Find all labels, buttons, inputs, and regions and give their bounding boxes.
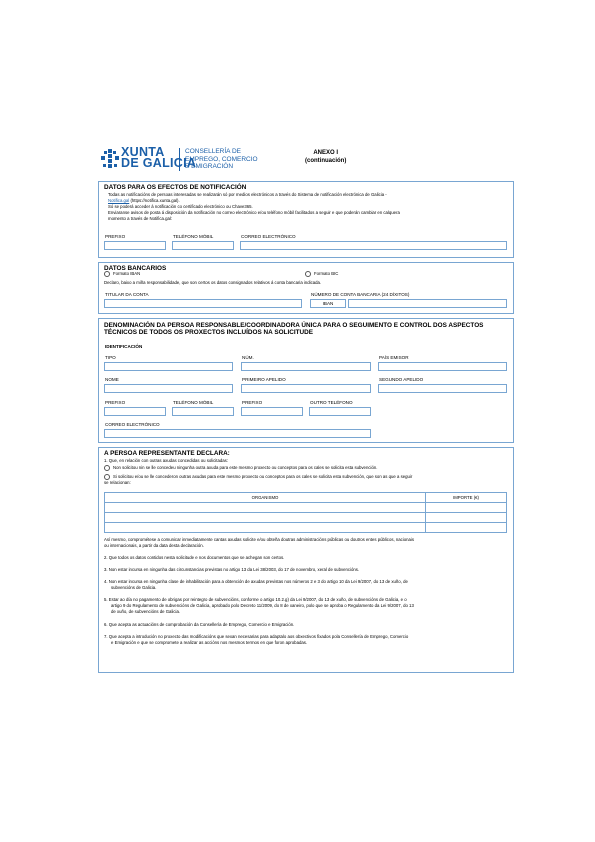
xunta-logo-icon xyxy=(101,149,119,171)
axudas-option-si-cont: se relacionan: xyxy=(104,480,131,485)
correo-field[interactable] xyxy=(104,429,371,438)
movil-field[interactable] xyxy=(172,407,234,416)
declaration-item: 5. Estar ao día no pagamento de obrigas por reintegro de subvencións, conforme o artigo 10.2.g) da Lei 9/2007, do 13 de xuño, de subvencións de Galicia, e o xyxy=(104,597,407,602)
page-header xyxy=(101,146,501,176)
section-declara xyxy=(98,447,514,673)
section-notificacion xyxy=(98,181,514,258)
tipo-label: TIPO xyxy=(105,355,116,360)
correo-label: CORREO ELECTRÓNICO xyxy=(105,422,160,427)
compromiso-line: ou internacionais, a partir da data desta declaración. xyxy=(104,543,204,548)
declaration-item: 6. Que acepta as actuacións de comprobación da Consellería de Emprego, Comercio e Emigración. xyxy=(104,622,295,627)
prefixo-field[interactable] xyxy=(104,241,166,250)
axudas-option-no[interactable]: Non solicitou nin se lle concedeu ningunha outra axuda para este mesmo proxecto ou conceptos para os cales se solicita esta subvención. xyxy=(104,465,377,471)
correo-field[interactable] xyxy=(240,241,507,250)
numero-conta-label: NÚMERO DE CONTA BANCARIA (24 DÍXITOS) xyxy=(311,292,410,297)
outro-telefono-label: OUTRO TELÉFONO xyxy=(310,400,353,405)
section-responsable xyxy=(98,318,514,443)
num-label: NÚM. xyxy=(242,355,254,360)
importe-header: IMPORTE (€) xyxy=(426,493,507,503)
bic-option[interactable]: Formato BIC xyxy=(305,271,338,277)
titular-label: TITULAR DA CONTA xyxy=(105,292,149,297)
section-title: DATOS PARA OS EFECTOS DE NOTIFICACIÓN xyxy=(104,184,247,191)
prefixo2-field[interactable] xyxy=(241,407,303,416)
organismo-cell[interactable] xyxy=(105,513,426,523)
organismo-cell[interactable] xyxy=(105,523,426,533)
iban-prefix-field: IBAN xyxy=(310,299,346,308)
department-name: CONSELLERÍA DE EMPREGO, COMERCIO E EMIGRACIÓN xyxy=(179,148,258,171)
prefixo2-label: PREFIXO xyxy=(242,400,263,405)
declaration-item: 2. Que todos os datos contidos nesta solicitude e nos documentos que se achegan son certos. xyxy=(104,555,285,560)
section-title-line: TÉCNICOS DE TODOS OS PROXECTOS INCLUÍDOS NA SOLICITUDE xyxy=(104,329,314,336)
notice-line: Enviaranse avisos de posta á disposición da notificación no correo electrónico e/ou teléfono móbil facilitados a seguir e que poderán cambiar en calquera xyxy=(108,210,400,215)
num-field[interactable] xyxy=(241,362,371,371)
numero-conta-field[interactable] xyxy=(348,299,507,308)
iban-radio[interactable] xyxy=(104,271,110,277)
section-bancarios xyxy=(98,262,514,314)
notice-line: Notifica.gal (https://notifica.xunta.gal). xyxy=(108,198,180,203)
axudas-table xyxy=(104,492,507,533)
prefixo-label: PREFIXO xyxy=(105,400,126,405)
section-title: A PERSOA REPRESENTANTE DECLARA: xyxy=(104,450,230,457)
apelido2-field[interactable] xyxy=(378,384,507,393)
apelido1-label: PRIMEIRO APELIDO xyxy=(242,377,286,382)
telefono-label: TELÉFONO MÓBIL xyxy=(173,234,214,239)
table-row[interactable] xyxy=(105,503,507,513)
bic-radio[interactable] xyxy=(305,271,311,277)
notice-line: Todas as notificacións de persoas interesadas se realizarán só por medios electrónicos a través do Sistema de notificación electrónica de Galicia - xyxy=(108,192,387,197)
nome-label: NOME xyxy=(105,377,119,382)
importe-cell[interactable] xyxy=(426,523,507,533)
pais-label: PAÍS EMISOR xyxy=(379,355,409,360)
axudas-option-si[interactable]: Si solicitou e/ou se lle concederon outras axudas para este mesmo proxecto ou conceptos para os cales se solicita esta subvención, que son as que a seguir xyxy=(104,474,412,480)
declaration-item: 1. Que, en relación con outras axudas concedidas ou solicitadas: xyxy=(104,458,228,463)
correo-label: CORREO ELECTRÓNICO xyxy=(241,234,296,239)
table-row[interactable] xyxy=(105,513,507,523)
declaration-item-cont: e Emigración e que se compromete a realizar as accións nos mesmos termos en que foron aprobadas. xyxy=(111,640,308,645)
declaration-item: 4. Non estar incursa en ningunha clase de inhabilitación para a obtención de axudas previstas nos números 2 e 3 do artigo 10 da Lei 9/2007, do 13 de xuño, de xyxy=(104,579,408,584)
tipo-field[interactable] xyxy=(104,362,233,371)
prefixo-label: PREFIXO xyxy=(105,234,126,239)
organismo-cell[interactable] xyxy=(105,503,426,513)
annex-label: ANEXO I (continuación) xyxy=(305,150,347,164)
importe-cell[interactable] xyxy=(426,503,507,513)
brand-name: XUNTA DE GALICIA xyxy=(121,145,197,170)
iban-option[interactable]: Formato IBAN xyxy=(104,271,140,277)
declaration-item-cont: de xuño, de subvencións de Galicia. xyxy=(111,609,181,614)
importe-cell[interactable] xyxy=(426,513,507,523)
notifica-link[interactable]: Notifica.gal xyxy=(108,198,130,203)
apelido1-field[interactable] xyxy=(241,384,371,393)
movil-label: TELÉFONO MÓBIL xyxy=(173,400,214,405)
identificacion-subtitle: IDENTIFICACIÓN xyxy=(105,344,143,349)
outro-telefono-field[interactable] xyxy=(309,407,371,416)
titular-field[interactable] xyxy=(104,299,302,308)
declaration-item: 7. Que acepta a introdución no proxecto das modificacións que sexan necesarias para adaptalo aos obxectivos fixados pola Consellería de Emprego, Comercio xyxy=(104,634,409,639)
axudas-no-radio[interactable] xyxy=(104,465,110,471)
section-title: DATOS BANCARIOS xyxy=(104,265,167,272)
prefixo-field[interactable] xyxy=(104,407,166,416)
section-title-line: DENOMINACIÓN DA PERSOA RESPONSABLE/COORDINADORA ÚNICA PARA O SEGUIMENTO E CONTROL DOS ASPECTOS xyxy=(104,322,484,329)
declaration-item-cont: subvencións de Galicia. xyxy=(111,585,157,590)
compromiso-line: Así mesmo, comprométese a comunicar inmediatamente cantas axudas solicite e/ou obteña doutras administracións públicas ou doutros entes públicos, nacionais xyxy=(104,537,415,542)
telefono-field[interactable] xyxy=(172,241,234,250)
pais-field[interactable] xyxy=(378,362,507,371)
notice-line: momento a través de Notifica.gal: xyxy=(108,216,173,221)
declaration-item: 3. Non estar incursa en ningunha das circunstancias previstas no artigo 13 da Lei 38/2003, do 17 de novembro, xeral de subvencións. xyxy=(104,567,360,572)
apelido2-label: SEGUNDO APELIDO xyxy=(379,377,424,382)
notice-line: Só se poderá acceder á notificación co certificado electrónico ou Chave365. xyxy=(108,204,253,209)
bank-declaration: Declaro, baixo a miña responsabilidade, que son certos os datos consignados relativos á conta bancaria indicada. xyxy=(104,280,322,285)
organismo-header: ORGANISMO xyxy=(105,493,426,503)
declaration-item-cont: artigo 9 do Regulamento de subvencións de Galicia, aprobado polo Decreto 11/2009, do 8 de xaneiro, polo que se aproba o Regulamento da Lei 9/2007, do 13 xyxy=(111,603,414,608)
table-row[interactable] xyxy=(105,523,507,533)
nome-field[interactable] xyxy=(104,384,233,393)
table-header-row xyxy=(105,493,507,503)
